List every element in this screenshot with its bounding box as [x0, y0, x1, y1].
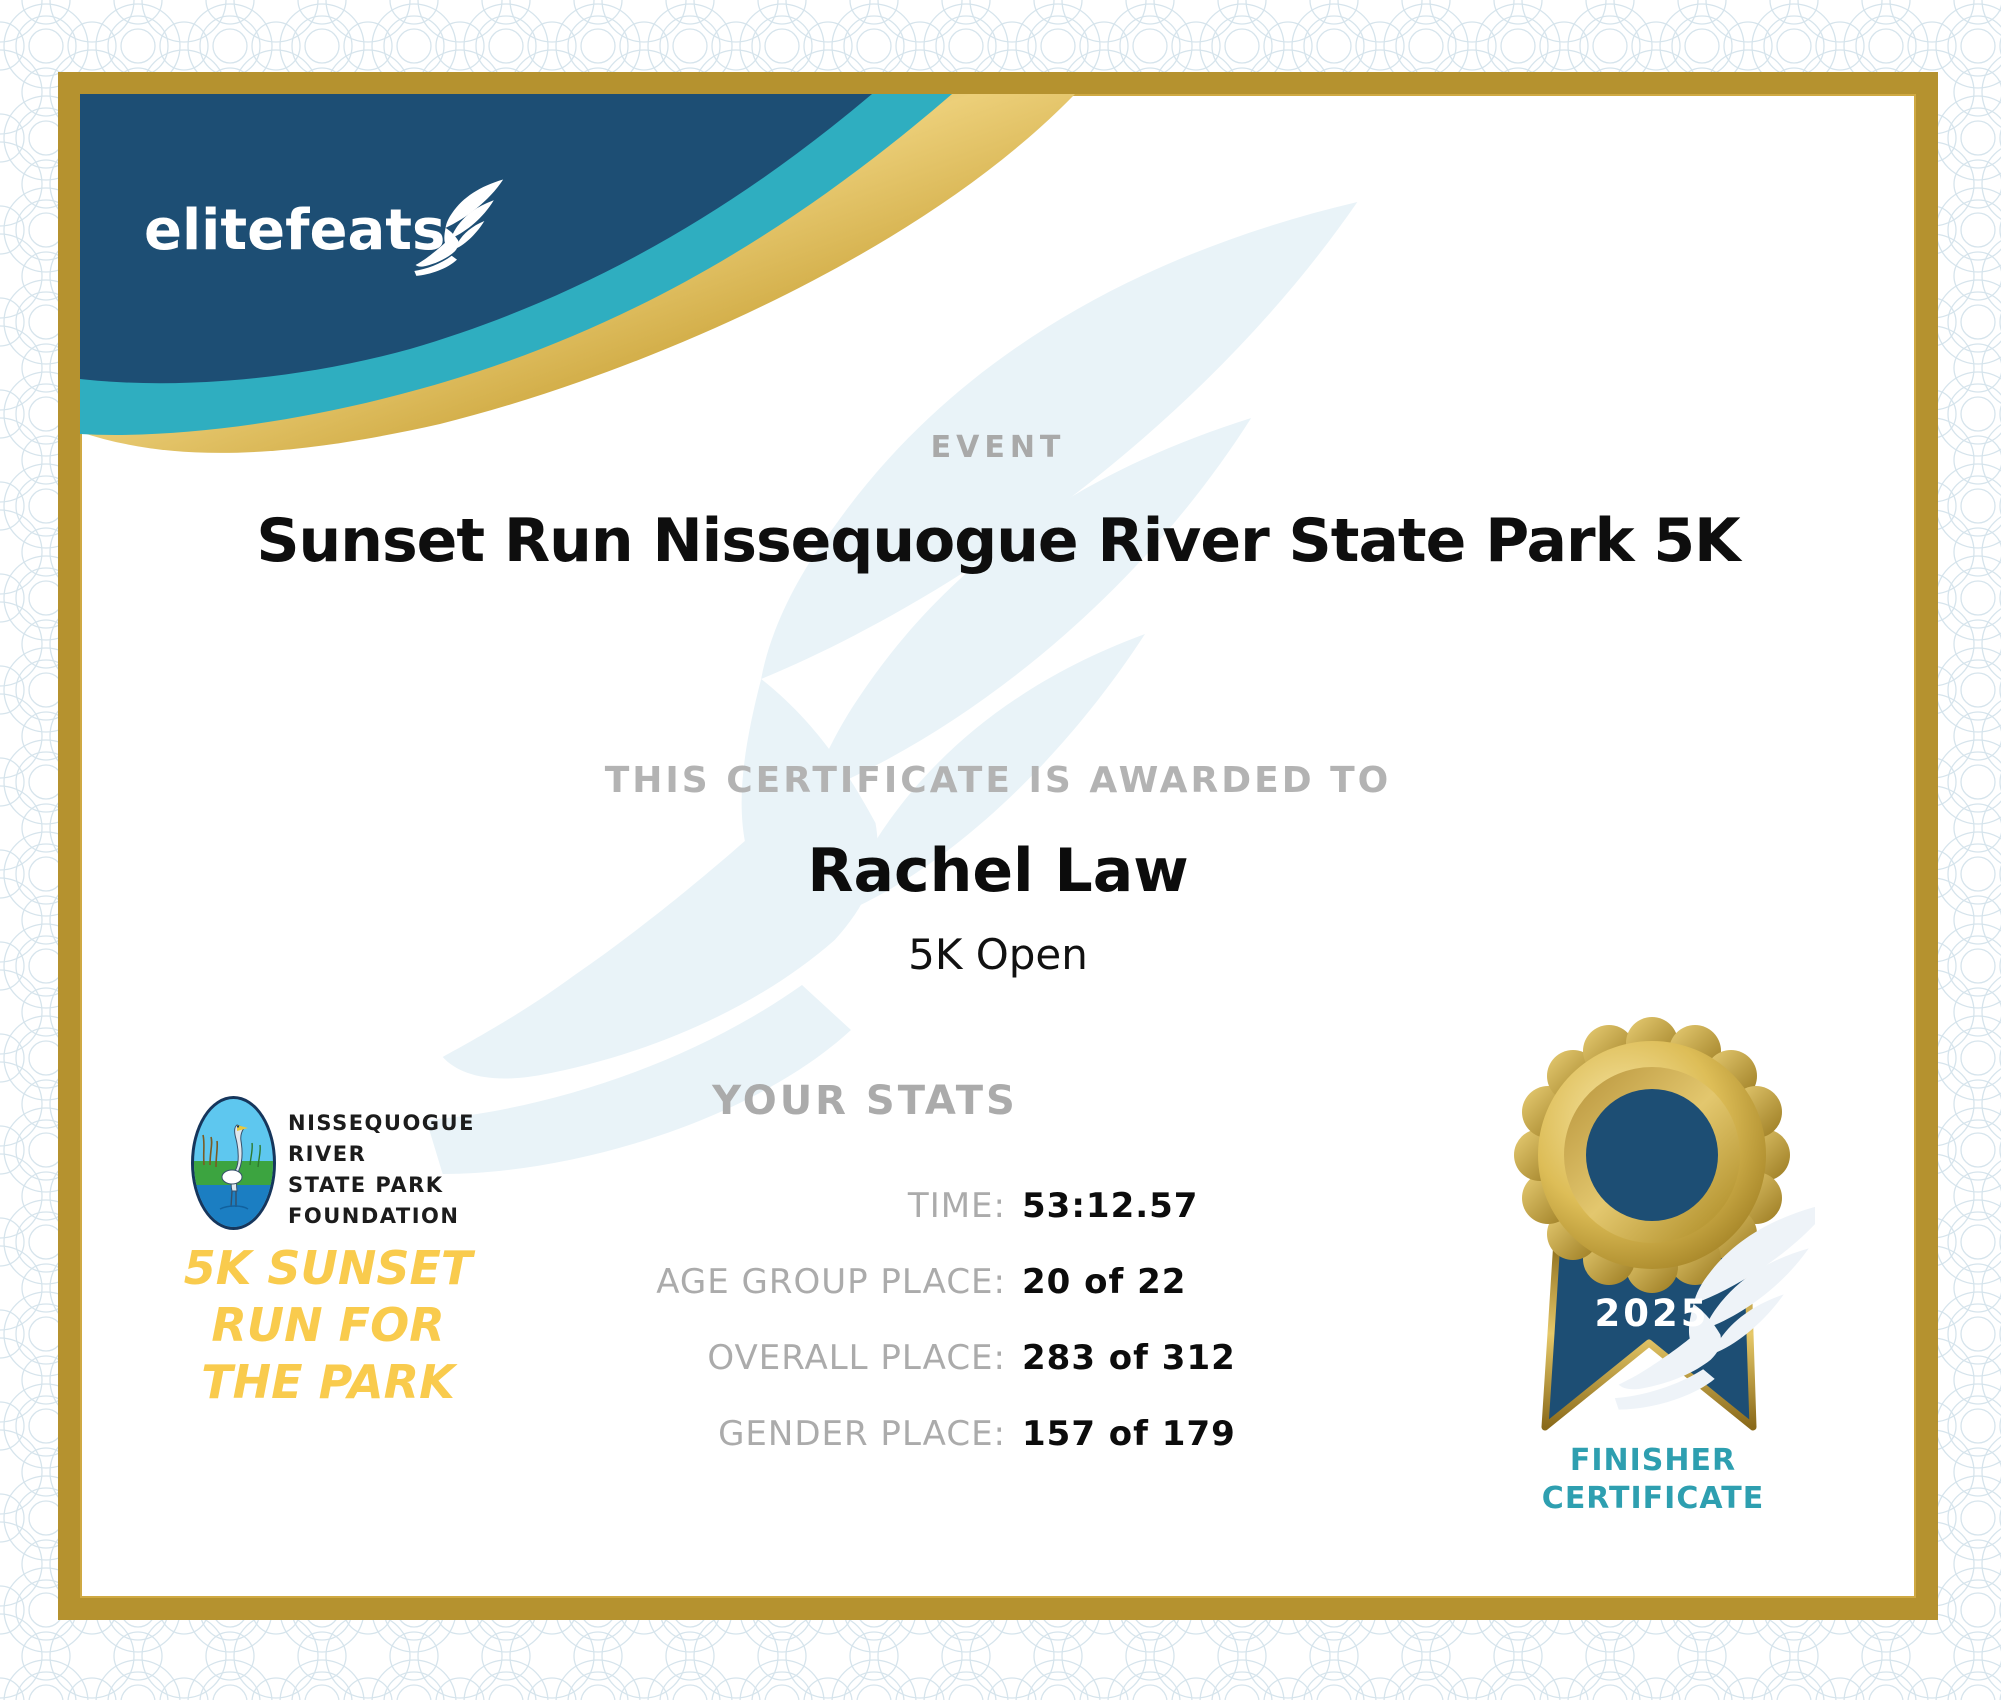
stat-label: AGE GROUP PLACE: — [656, 1262, 1006, 1302]
recipient-name: Rachel Law — [807, 836, 1189, 906]
stat-label: OVERALL PLACE: — [707, 1338, 1006, 1378]
elitefeats-winged-foot-icon — [406, 173, 513, 290]
race-name — [158, 1240, 498, 1411]
badge-caption-line: FINISHER — [1569, 1443, 1737, 1478]
badge-caption-line: CERTIFICATE — [1541, 1481, 1765, 1516]
sponsor-org-name — [288, 1108, 475, 1232]
stats-heading: YOUR STATS — [712, 1078, 1018, 1124]
sponsor-org-line: RIVER — [288, 1142, 367, 1166]
race-name-line: THE PARK — [201, 1355, 455, 1409]
stat-value: 283 of 312 — [1022, 1338, 1236, 1378]
stat-value: 53:12.57 — [1022, 1186, 1199, 1226]
certificate-body — [80, 94, 1916, 1598]
race-name-line: 5K SUNSET — [183, 1241, 473, 1295]
sponsor-org-line: FOUNDATION — [288, 1204, 460, 1228]
badge-year: 2025 — [1594, 1292, 1710, 1335]
stat-label: TIME: — [907, 1186, 1006, 1226]
stat-row-time — [460, 1186, 1270, 1226]
stat-row-gender-place — [460, 1414, 1270, 1454]
stats-section — [460, 1078, 1270, 1490]
heron-park-logo — [190, 1095, 277, 1231]
header-swoosh — [80, 94, 1916, 466]
certificate-frame — [58, 72, 1938, 1620]
race-name-line: RUN FOR — [211, 1298, 445, 1352]
event-title: Sunset Run Nissequogue River State Park 5K — [256, 506, 1740, 576]
event-label: EVENT — [930, 430, 1066, 465]
race-division: 5K Open — [908, 930, 1088, 979]
stat-row-overall-place — [460, 1338, 1270, 1378]
badge-caption — [1488, 1442, 1818, 1518]
stats-rows — [460, 1186, 1270, 1454]
stat-row-age-group-place — [460, 1262, 1270, 1302]
elitefeats-logo-text: elitefeats — [144, 198, 446, 263]
sponsor-org-line: STATE PARK — [288, 1173, 444, 1197]
award-intro: THIS CERTIFICATE IS AWARDED TO — [604, 760, 1392, 801]
stat-label: GENDER PLACE: — [718, 1414, 1006, 1454]
sponsor-org-line: NISSEQUOGUE — [288, 1111, 475, 1135]
stat-value: 20 of 22 — [1022, 1262, 1187, 1302]
stat-value: 157 of 179 — [1022, 1414, 1236, 1454]
